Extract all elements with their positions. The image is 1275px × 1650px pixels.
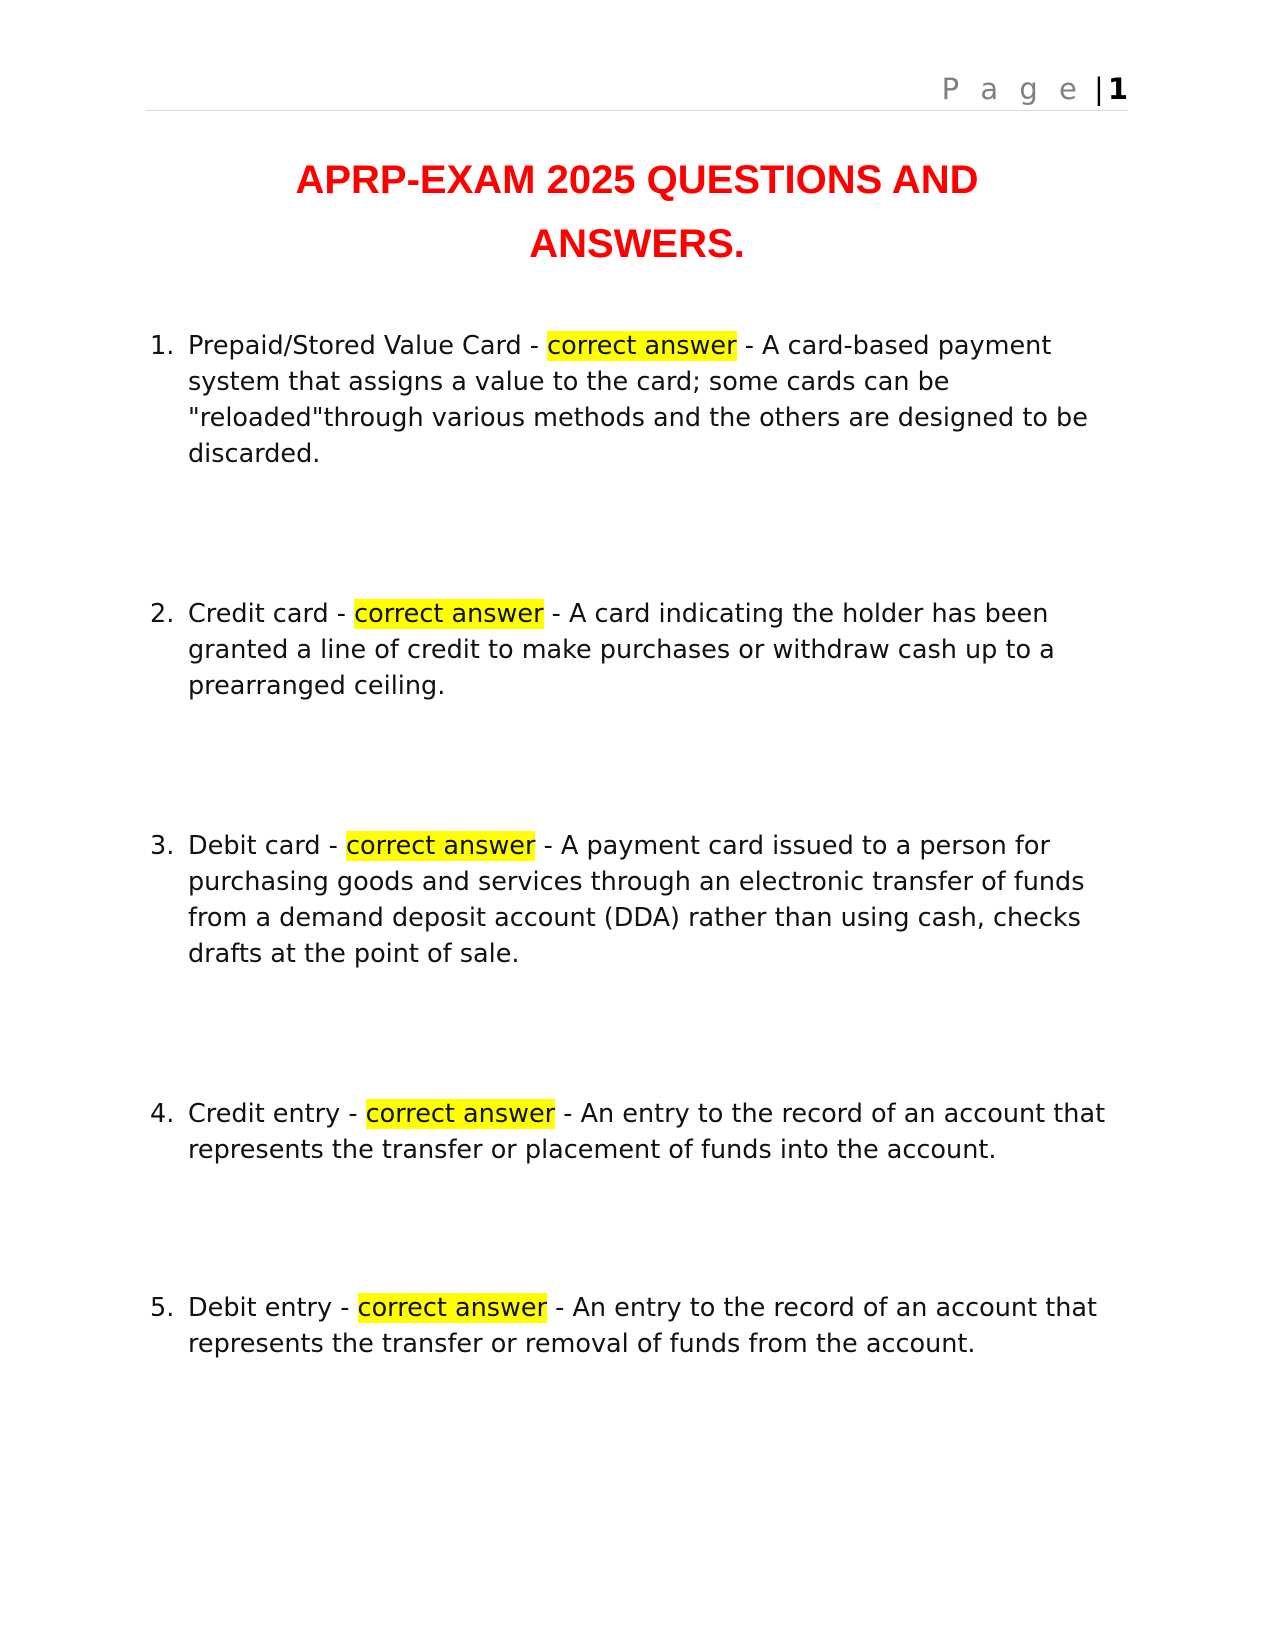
item-text — [188, 596, 1116, 704]
item-text — [188, 1096, 1116, 1168]
page-label: P a g e — [941, 72, 1083, 106]
item-text — [188, 328, 1116, 472]
item-definition: - An entry to the record of an account that represents the transfer or removal of funds from the account. — [188, 1293, 1097, 1359]
document-title — [146, 148, 1128, 276]
item-number: 1. — [150, 331, 175, 361]
answer-highlight: correct answer — [365, 1099, 556, 1129]
item-number: 5. — [150, 1293, 175, 1323]
item-definition: - A card-based payment system that assigns a value to the card; some cards can be "reloaded"through various methods and the others are designed to be discarded. — [188, 331, 1088, 469]
item-term: Debit card - — [188, 831, 346, 861]
page-number: 1 — [1107, 72, 1128, 106]
item-number: 3. — [150, 831, 175, 861]
answer-highlight: correct answer — [354, 599, 544, 629]
qa-item-1 — [146, 328, 1116, 472]
title-line-2: ANSWERS. — [529, 222, 745, 266]
page-header — [146, 72, 1128, 111]
item-definition: - An entry to the record of an account that represents the transfer or placement of funds into the account. — [188, 1099, 1106, 1165]
title-line-1: APRP-EXAM 2025 QUESTIONS AND — [295, 158, 979, 202]
qa-item-4 — [146, 1096, 1116, 1168]
item-definition: - A card indicating the holder has been granted a line of credit to make purchases or withdraw cash up to a prearranged ceiling. — [188, 599, 1055, 701]
answer-highlight: correct answer — [547, 331, 737, 361]
item-definition: - A payment card issued to a person for purchasing goods and services through an electronic transfer of funds from a demand deposit account (DDA) rather than using cash, checks drafts at the point of sale. — [188, 831, 1085, 969]
qa-item-5 — [146, 1290, 1116, 1362]
item-number: 4. — [150, 1099, 175, 1129]
answer-highlight: correct answer — [357, 1293, 548, 1323]
qa-item-3 — [146, 828, 1116, 972]
item-term: Prepaid/Stored Value Card - — [188, 331, 548, 361]
answer-highlight: correct answer — [345, 831, 536, 861]
item-text — [188, 828, 1116, 972]
item-number: 2. — [150, 599, 175, 629]
page-separator: | — [1094, 72, 1104, 106]
qa-item-2 — [146, 596, 1116, 704]
item-term: Credit card - — [188, 599, 355, 629]
item-term: Debit entry - — [188, 1293, 358, 1323]
item-term: Credit entry - — [188, 1099, 366, 1129]
item-text — [188, 1290, 1116, 1362]
